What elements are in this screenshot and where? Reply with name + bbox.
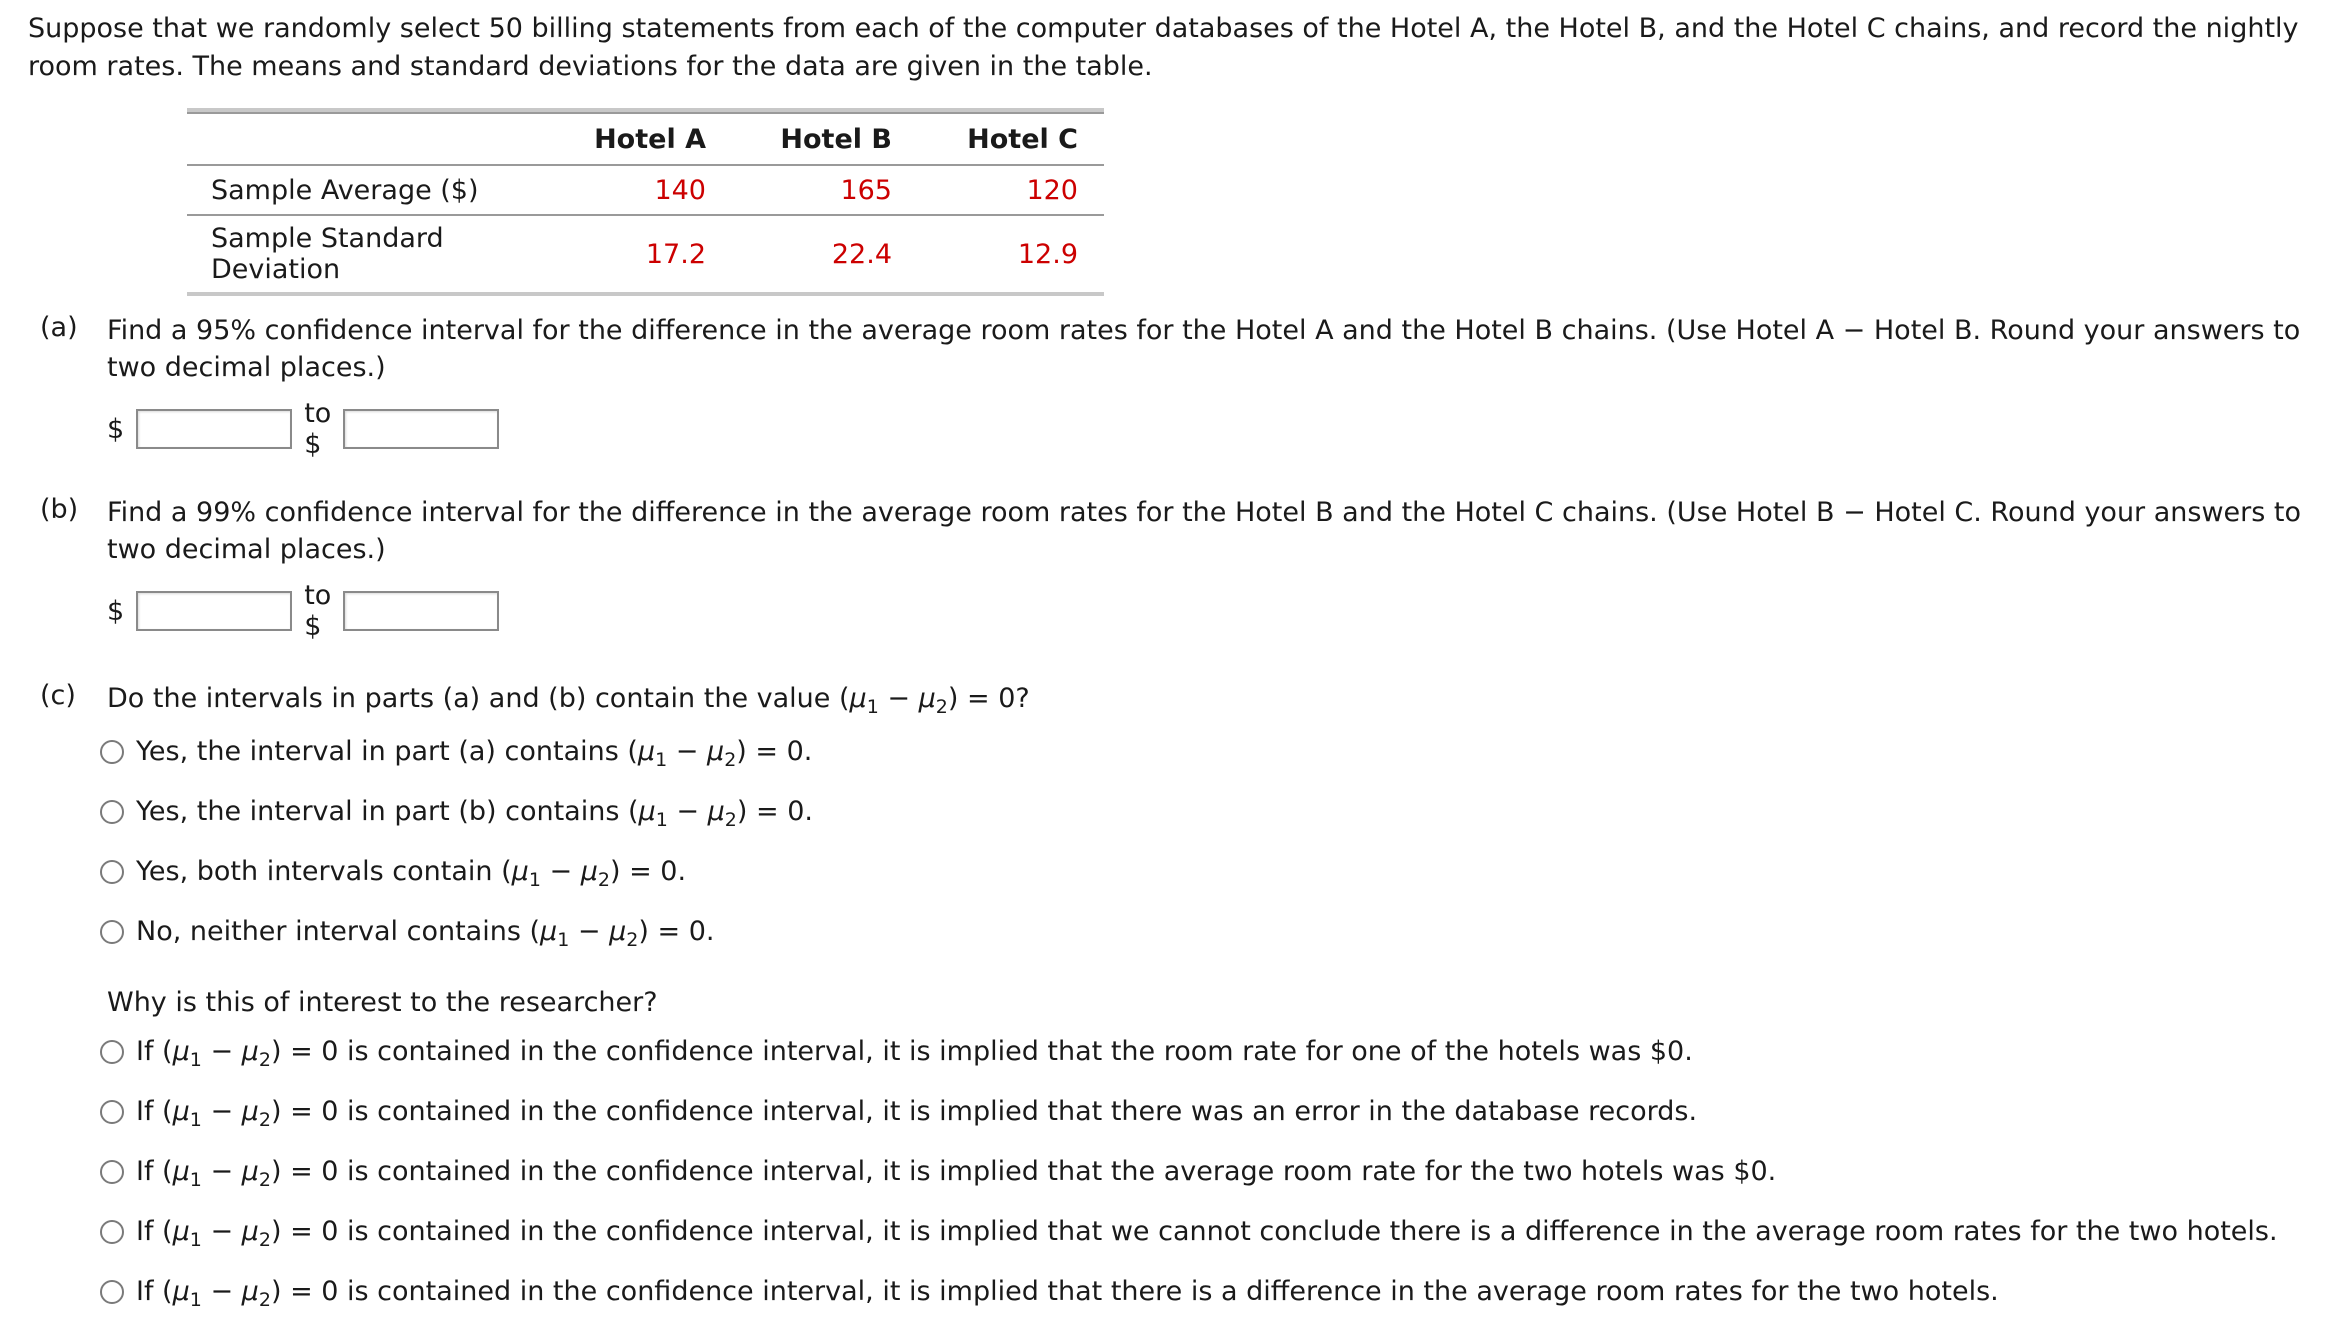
header-hotel-a: Hotel A xyxy=(561,113,732,165)
cell-average-hotel-c: 120 xyxy=(918,165,1104,215)
part-c-label: (c) xyxy=(40,680,76,711)
why-option-5[interactable] xyxy=(100,1276,1999,1311)
option-text: If $(\mu_1 - \mu_2) = 0$ is contained in the confidence interval, it is implied that the average room rate for the two hotels was $0. xyxy=(136,1156,1777,1191)
radio-button[interactable] xyxy=(100,920,124,944)
why-option-4[interactable] xyxy=(100,1216,2278,1251)
part-b-answer-row xyxy=(107,580,511,642)
hotel-stats-table xyxy=(187,108,1104,296)
option-text: Yes, both intervals contain $(\mu_1 - \mu_2) = 0$. xyxy=(136,856,687,891)
problem-intro: Suppose that we randomly select 50 billing statements from each of the computer databases of the Hotel A, the Hotel B, and the Hotel C chains, and record the nightly room rates. The means and standard deviations for the data are given in the table. xyxy=(28,13,2299,82)
option-text: Yes, the interval in part (a) contains $(\mu_1 - \mu_2) = 0$. xyxy=(136,736,813,771)
why-question: Why is this of interest to the researcher? xyxy=(107,987,658,1018)
part-a-label: (a) xyxy=(40,312,78,343)
option-text: If $(\mu_1 - \mu_2) = 0$ is contained in the confidence interval, it is implied that we cannot conclude there is a difference in the average room rates for the two hotels. xyxy=(136,1216,2278,1251)
part-c-option-4[interactable] xyxy=(100,916,715,951)
row-label-sample-sd: Sample Standard Deviation xyxy=(187,215,561,294)
header-hotel-b: Hotel B xyxy=(732,113,918,165)
part-c-option-3[interactable] xyxy=(100,856,687,891)
part-a-lower-input[interactable] xyxy=(136,409,292,449)
dollar-sign: $ xyxy=(107,413,125,445)
why-option-2[interactable] xyxy=(100,1096,1698,1131)
part-a-upper-input[interactable] xyxy=(343,409,499,449)
option-text: If $(\mu_1 - \mu_2) = 0$ is contained in the confidence interval, it is implied that there was an error in the database records. xyxy=(136,1096,1698,1131)
radio-button[interactable] xyxy=(100,740,124,764)
to-label: to $ xyxy=(304,398,332,460)
table-row xyxy=(187,165,1104,215)
option-text: If $(\mu_1 - \mu_2) = 0$ is contained in the confidence interval, it is implied that there is a difference in the average room rates for the two hotels. xyxy=(136,1276,1999,1311)
to-label: to $ xyxy=(304,580,332,642)
dollar-sign: $ xyxy=(107,595,125,627)
radio-button[interactable] xyxy=(100,1040,124,1064)
radio-button[interactable] xyxy=(100,860,124,884)
part-c-option-2[interactable] xyxy=(100,796,813,831)
option-text: If $(\mu_1 - \mu_2) = 0$ is contained in the confidence interval, it is implied that the room rate for one of the hotels was $0. xyxy=(136,1036,1693,1071)
radio-button[interactable] xyxy=(100,800,124,824)
radio-button[interactable] xyxy=(100,1280,124,1304)
cell-sd-hotel-a: 17.2 xyxy=(561,215,732,294)
row-label-sample-average: Sample Average ($) xyxy=(187,165,561,215)
cell-sd-hotel-b: 22.4 xyxy=(732,215,918,294)
part-c-option-1[interactable] xyxy=(100,736,813,771)
radio-button[interactable] xyxy=(100,1100,124,1124)
radio-button[interactable] xyxy=(100,1160,124,1184)
radio-button[interactable] xyxy=(100,1220,124,1244)
part-b-upper-input[interactable] xyxy=(343,591,499,631)
why-option-3[interactable] xyxy=(100,1156,1777,1191)
part-a-question: Find a 95% confidence interval for the difference in the average room rates for the Hotel A and the Hotel B chains. (Use Hotel A − Hotel B. Round your answers to two decimal places.) xyxy=(107,315,2301,383)
part-c-question: Do the intervals in parts (a) and (b) contain the value $(\mu_1 - \mu_2) = 0$? xyxy=(107,683,1030,718)
part-a-answer-row xyxy=(107,398,511,460)
header-hotel-c: Hotel C xyxy=(918,113,1104,165)
cell-average-hotel-b: 165 xyxy=(732,165,918,215)
cell-average-hotel-a: 140 xyxy=(561,165,732,215)
cell-sd-hotel-c: 12.9 xyxy=(918,215,1104,294)
part-b-label: (b) xyxy=(40,494,79,525)
table-row xyxy=(187,215,1104,294)
part-b-question: Find a 99% confidence interval for the difference in the average room rates for the Hotel B and the Hotel C chains. (Use Hotel B − Hotel C. Round your answers to two decimal places.) xyxy=(107,497,2302,565)
part-b-lower-input[interactable] xyxy=(136,591,292,631)
option-text: No, neither interval contains $(\mu_1 - \mu_2) = 0$. xyxy=(136,916,715,951)
why-option-1[interactable] xyxy=(100,1036,1693,1071)
option-text: Yes, the interval in part (b) contains $(\mu_1 - \mu_2) = 0$. xyxy=(136,796,813,831)
